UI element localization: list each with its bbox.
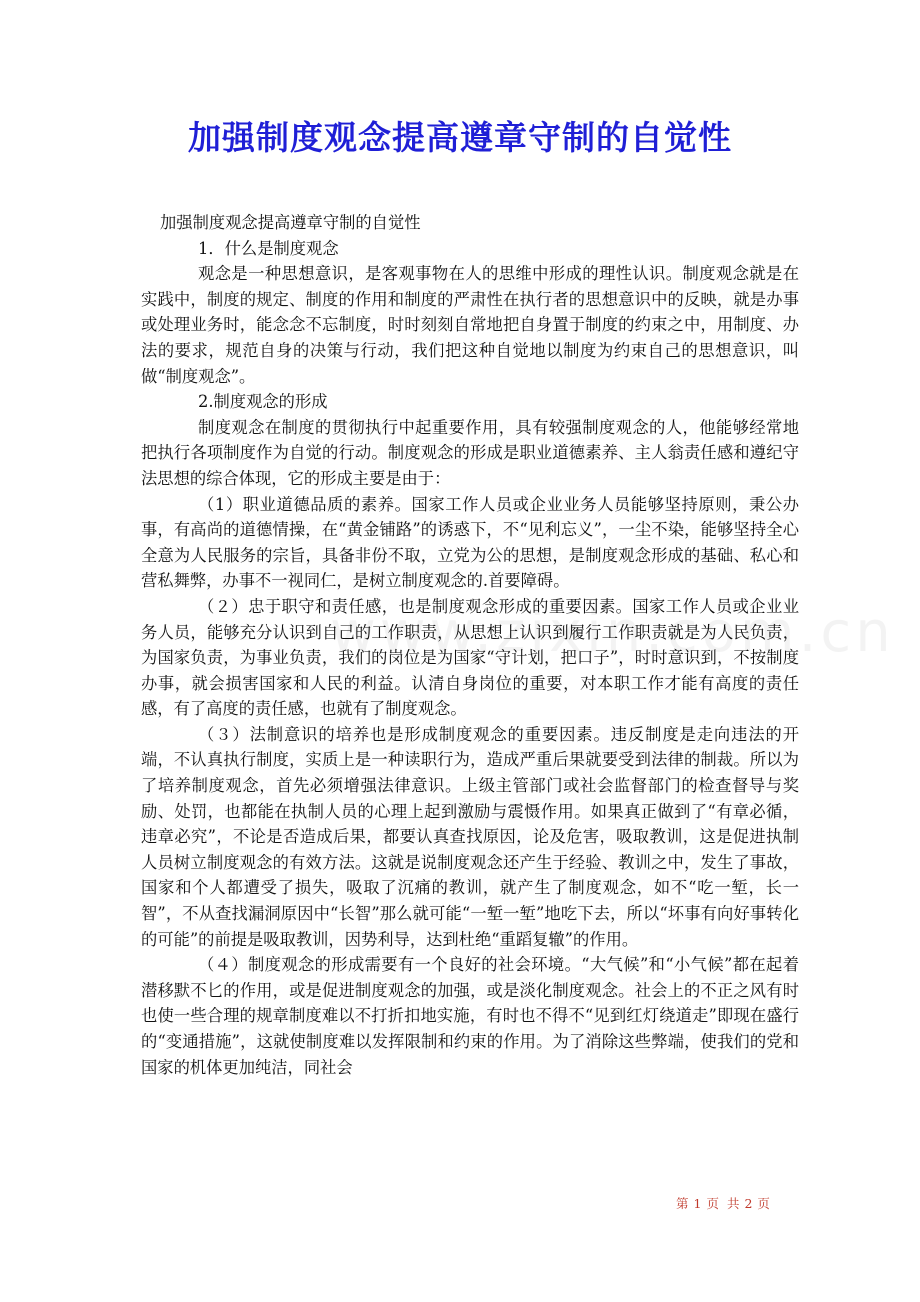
document-body	[141, 210, 799, 1080]
paragraph: 加强制度观念提高遵章守制的自觉性	[160, 213, 421, 232]
page-footer	[676, 1194, 775, 1212]
page-label-mid: 页 共	[706, 1196, 740, 1211]
page-current: 1	[693, 1196, 702, 1211]
paragraph: 制度观念在制度的贯彻执行中起重要作用，具有较强制度观念的人，他能够经常地把执行各项制度作为自觉的行动。制度观念的形成是职业道德素养、主人翁责任感和遵纪守法思想的综合体现，它的形成主要是由于：	[141, 417, 799, 488]
page-label-suffix: 页	[757, 1196, 770, 1211]
paragraph: （３）法制意识的培养也是形成制度观念的重要因素。违反制度是走向违法的开端，不认真执行制度，实质上是一种读职行为，造成严重后果就要受到法律的制裁。所以为了培养制度观念，首先必须增强法律意识。上级主管部门或社会监督部门的检查督导与奖励、处罚，也都能在执制人员的心理上起到激励与震慑作用。如果真正做到了“有章必循，违章必究”，不论是否造成后果，都要认真查找原因，论及危害，吸取教训，这是促进执制人员树立制度观念的有效方法。这就是说制度观念还产生于经验、教训之中，发生了事故，国家和个人都遭受了损失，吸取了沉痛的教训，就产生了制度观念，如不“吃一堑，长一智”，不从查找漏洞原因中“长智”那么就可能“一堑一堑”地吃下去，所以“坏事有向好事转化的可能”的前提是吸取教训，因势利导，达到杜绝“重蹈复辙”的作用。	[141, 724, 799, 949]
paragraph: 2.制度观念的形成	[198, 392, 328, 412]
paragraph: （1）职业道德品质的素养。国家工作人员或企业业务人员能够坚持原则，秉公办事，有高尚的道德情操，在“黄金铺路”的诱惑下，不“见利忘义”，一尘不染，能够坚持全心全意为人民服务的宗旨，具备非份不取，立党为公的思想，是制度观念形成的基础、私心和营私舞弊，办事不一视同仁，是树立制度观念的.首要障碍。	[141, 494, 799, 591]
paragraph: （２）忠于职守和责任感，也是制度观念形成的重要因素。国家工作人员或企业业务人员，能够充分认识到自己的工作职责，从思想上认识到履行工作职责就是为人民负责，为国家负责，为事业负责，我们的岗位是为国家“守计划，把口子”，时时意识到，不按制度办事，就会损害国家和人民的利益。认清自身岗位的重要，对本职工作才能有高度的责任感，有了高度的责任感，也就有了制度观念。	[141, 596, 799, 719]
page-label-prefix: 第	[676, 1196, 689, 1211]
paragraph: （４）制度观念的形成需要有一个良好的社会环境。“大气候”和“小气候”都在起着潜移默不匕的作用，或是促进制度观念的加强，或是淡化制度观念。社会上的不正之风有时也使一些合理的规章制度难以不打折扣地实施，有时也不得不“见到红灯绕道走”即现在盛行的“变通措施”，这就使制度难以发挥限制和约束的作用。为了消除这些弊端，使我们的党和国家的机体更加纯洁，同社会	[141, 955, 799, 1077]
paragraph: 1．什么是制度观念	[198, 238, 339, 258]
page-title: 加强制度观念提高遵章守制的自觉性	[188, 118, 732, 157]
page-total: 2	[744, 1196, 753, 1211]
paragraph: 观念是一种思想意识，是客观事物在人的思维中形成的理性认识。制度观念就是在实践中，制度的规定、制度的作用和制度的严肃性在执行者的思想意识中的反映，就是办事或处理业务时，能念念不忘制度，时时刻刻自常地把自身置于制度的约束之中，用制度、办法的要求，规范自身的决策与行动，我们把这种自觉地以制度为约束自己的思想意识，叫做“制度观念”。	[141, 264, 799, 386]
